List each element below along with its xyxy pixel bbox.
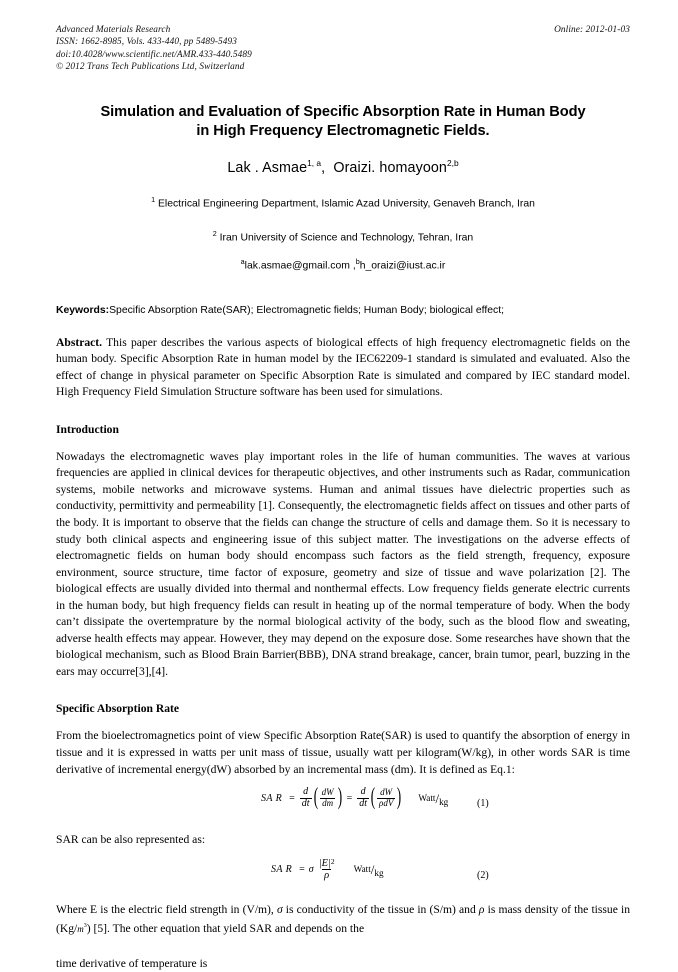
journal-name: Advanced Materials Research: [56, 25, 171, 35]
author-1-affiliation-marker: 1, a: [307, 157, 322, 168]
abstract-text: This paper describes the various aspects of biological effects of high frequency electromagnetic fields on the human body. Specific Absorption Rate in human model by the IEC62209-1 standard is simulated and evaluated. Also the effect of change in physical parameter on Specific Absorption Rate is simulated and compared by IEC standard model. High Frequency Field Simulation Structure software has been used for simulations.: [56, 335, 630, 399]
equation-1-dw-rhodv: [377, 788, 395, 808]
equation-1-dw-numerator-2: dW: [380, 787, 393, 798]
author-separator: ,: [321, 159, 326, 176]
online-date: Online: 2012-01-03: [554, 25, 630, 35]
email-a-marker: a: [240, 257, 245, 267]
equation-1-d-denominator: dt: [301, 797, 310, 809]
closing-paragraph: [56, 902, 630, 938]
email-b: h_oraizi@iust.ac.ir: [359, 260, 446, 272]
keywords-text: Specific Absorption Rate(SAR); Electromagnetic fields; Human Body; biological effect;: [109, 304, 504, 316]
left-paren-2-icon: (: [370, 784, 376, 811]
equation-2-body: [271, 858, 384, 881]
affiliation-1-text: Electrical Engineering Department, Islamic Azad University, Genaveh Branch, Iran: [157, 198, 535, 210]
right-paren-icon: ): [337, 784, 342, 811]
closing-part-2: is conductivity of the tissue in (S/m) and: [282, 902, 479, 916]
keywords-label: Keywords:: [56, 304, 110, 316]
sar-paragraph: From the bioelectromagnetics point of view Specific Absorption Rate(SAR) is used to quantify the absorption of energy in tissue and it is expressed in watts per unit mass of tissue, usually watt per kilogram(W/kg), in other words SAR is time derivative of incremental energy(dW) absorbed by an incremental mass (dm). It is defined as Eq.1:: [56, 729, 630, 776]
affiliation-1-marker: 1: [151, 195, 156, 205]
email-separator: ,: [352, 260, 356, 272]
title-line-1: Simulation and Evaluation of Specific Absorption Rate in Human Body: [100, 103, 586, 120]
between-equations-text: SAR can be also represented as:: [56, 833, 206, 847]
closing-part-3: is mass density of the tissue in (Kg/: [56, 902, 630, 936]
journal-header: [56, 24, 630, 74]
equation-1-d-denominator-2: dt: [359, 797, 367, 809]
title-block: [56, 103, 630, 177]
right-paren-2-icon: ): [397, 784, 402, 811]
abstract-label: Abstract.: [56, 335, 103, 349]
author-2-affiliation-marker: 2,b: [447, 157, 459, 168]
equation-1-lhs: SA R: [261, 792, 283, 804]
rho-symbol: ρ: [378, 797, 384, 808]
equation-2-unit-kg: kg: [374, 868, 384, 879]
closing-rho-symbol: ρ: [478, 902, 485, 916]
closing-last-line: time derivative of temperature is: [56, 956, 208, 970]
introduction-paragraph: Nowadays the electromagnetic waves play important roles in the life of human communities. The waves at various frequencies are applied in clinical devices for therapeutic objectives, and other instruments such as Radar, communication systems, mobile networks and microwave systems. Human and animal tissues have dielectric properties such as conductivity, permittivity and permeability [1]. Consequently, the electromagnetic fields affect on tissues and other parts of the body. It is important to observe that the fields can change the structure of cells and damage them. So it is necessary to study both clinical aspects and engineering issue of this subject matter. The investigations on the adverse effects of electromagnetic fields on human body should encompass such factors as the field strength, frequency, exposure environment, source structure, time factor of exposure, geometry and size of tissue and wave polarization [2]. The biological effects are usually divided into thermal and nonthermal effects. Low frequency fields generate electric currents in the human body, but high frequency fields can result in heating up of the normal temperature of body. When the body can’t dissipate the overtemprature by the normal biological activity of the body, such as the blood flow and sweating, adverse health effects may appear. However, they may depend on the exposure dose. Some researches have shown that the biological mechanism, such as Blood Brain Barrier(BBB), DNA strand breakage, cancer, brain tumor, pearl, buzzing in the ears may occurre[3],[4].: [56, 449, 630, 678]
closing-m-exponent: 3: [83, 923, 87, 930]
equation-1-unit-watt: Watt: [418, 793, 436, 804]
affiliation-2: [56, 227, 630, 244]
equation-1-dw-dm: [320, 788, 336, 808]
abstract-section: [56, 335, 630, 401]
equation-2-lhs: SA R: [271, 863, 293, 875]
equation-1-equals-2: =: [346, 792, 353, 804]
author-2-name: Oraizi. homayoon: [333, 159, 447, 176]
equation-2-sigma: σ: [308, 863, 314, 875]
equation-2-number: (2): [477, 869, 489, 881]
section-heading-introduction: Introduction: [56, 422, 119, 436]
equation-2-exponent: 2: [330, 856, 335, 866]
dv-symbol: dV: [383, 797, 394, 808]
email-a: lak.asmae@gmail.com: [244, 260, 350, 272]
closing-part-1: Where E is the electric field strength in (V/m),: [56, 902, 277, 916]
equation-2-equals: =: [299, 863, 305, 875]
equation-1-equals: =: [289, 792, 295, 804]
affiliation-2-marker: 2: [212, 228, 217, 238]
unit-slash-icon: /: [435, 791, 440, 807]
email-b-marker: b: [355, 257, 360, 267]
equation-1-unit: [418, 791, 449, 808]
equation-1-dm-denominator: dm: [322, 797, 334, 808]
doi-line: doi:10.4028/www.scientific.net/AMR.433-440.5489: [56, 49, 252, 60]
author-list: [56, 154, 630, 177]
section-heading-specific-absorption-rate: Specific Absorption Rate: [56, 702, 180, 716]
author-emails: [56, 255, 630, 272]
equation-1-d-numerator: d: [303, 786, 309, 798]
closing-sigma-symbol: σ: [276, 902, 283, 916]
equation-2-numerator: | E | 2: [318, 856, 335, 869]
unit-slash-2-icon: /: [370, 862, 375, 878]
equation-1-number: (1): [477, 798, 489, 810]
equation-1-row: [56, 784, 630, 821]
closing-m-symbol: m: [77, 924, 84, 935]
affiliation-2-text: Iran University of Science and Technology, Tehran, Iran: [219, 232, 474, 244]
equation-1-rhodv-denominator: [377, 798, 395, 808]
equation-2-E-symbol: E: [321, 857, 329, 869]
equation-1-unit-kg: kg: [439, 797, 449, 808]
equation-2-unit: [353, 862, 384, 879]
copyright-line: © 2012 Trans Tech Publications Ltd, Switzerland: [56, 62, 245, 73]
equation-1-d-dt: [300, 787, 312, 809]
equation-2-fraction: [317, 858, 337, 881]
closing-part-4: ) [5]. The other equation that yield SAR and depends on the: [86, 922, 365, 936]
equation-1-dw-numerator: dW: [321, 787, 334, 798]
issn-line: ISSN: 1662-8985, Vols. 433-440, pp 5489-5493: [56, 37, 238, 48]
equation-2-row: [56, 856, 630, 892]
left-paren-icon: (: [313, 784, 318, 811]
equation-2-denominator: ρ: [324, 869, 330, 881]
equation-2-unit-watt: Watt: [353, 864, 371, 875]
equation-1-d-dt-2: [357, 787, 369, 809]
page-title: [56, 103, 630, 142]
equation-1-body: [261, 784, 449, 811]
affiliation-1: [56, 193, 630, 210]
author-1-name: Lak . Asmae: [227, 159, 308, 176]
keywords-section: [56, 304, 630, 318]
equation-1-d-numerator-2: d: [360, 786, 366, 798]
title-line-2: in High Frequency Electromagnetic Fields.: [196, 123, 490, 140]
